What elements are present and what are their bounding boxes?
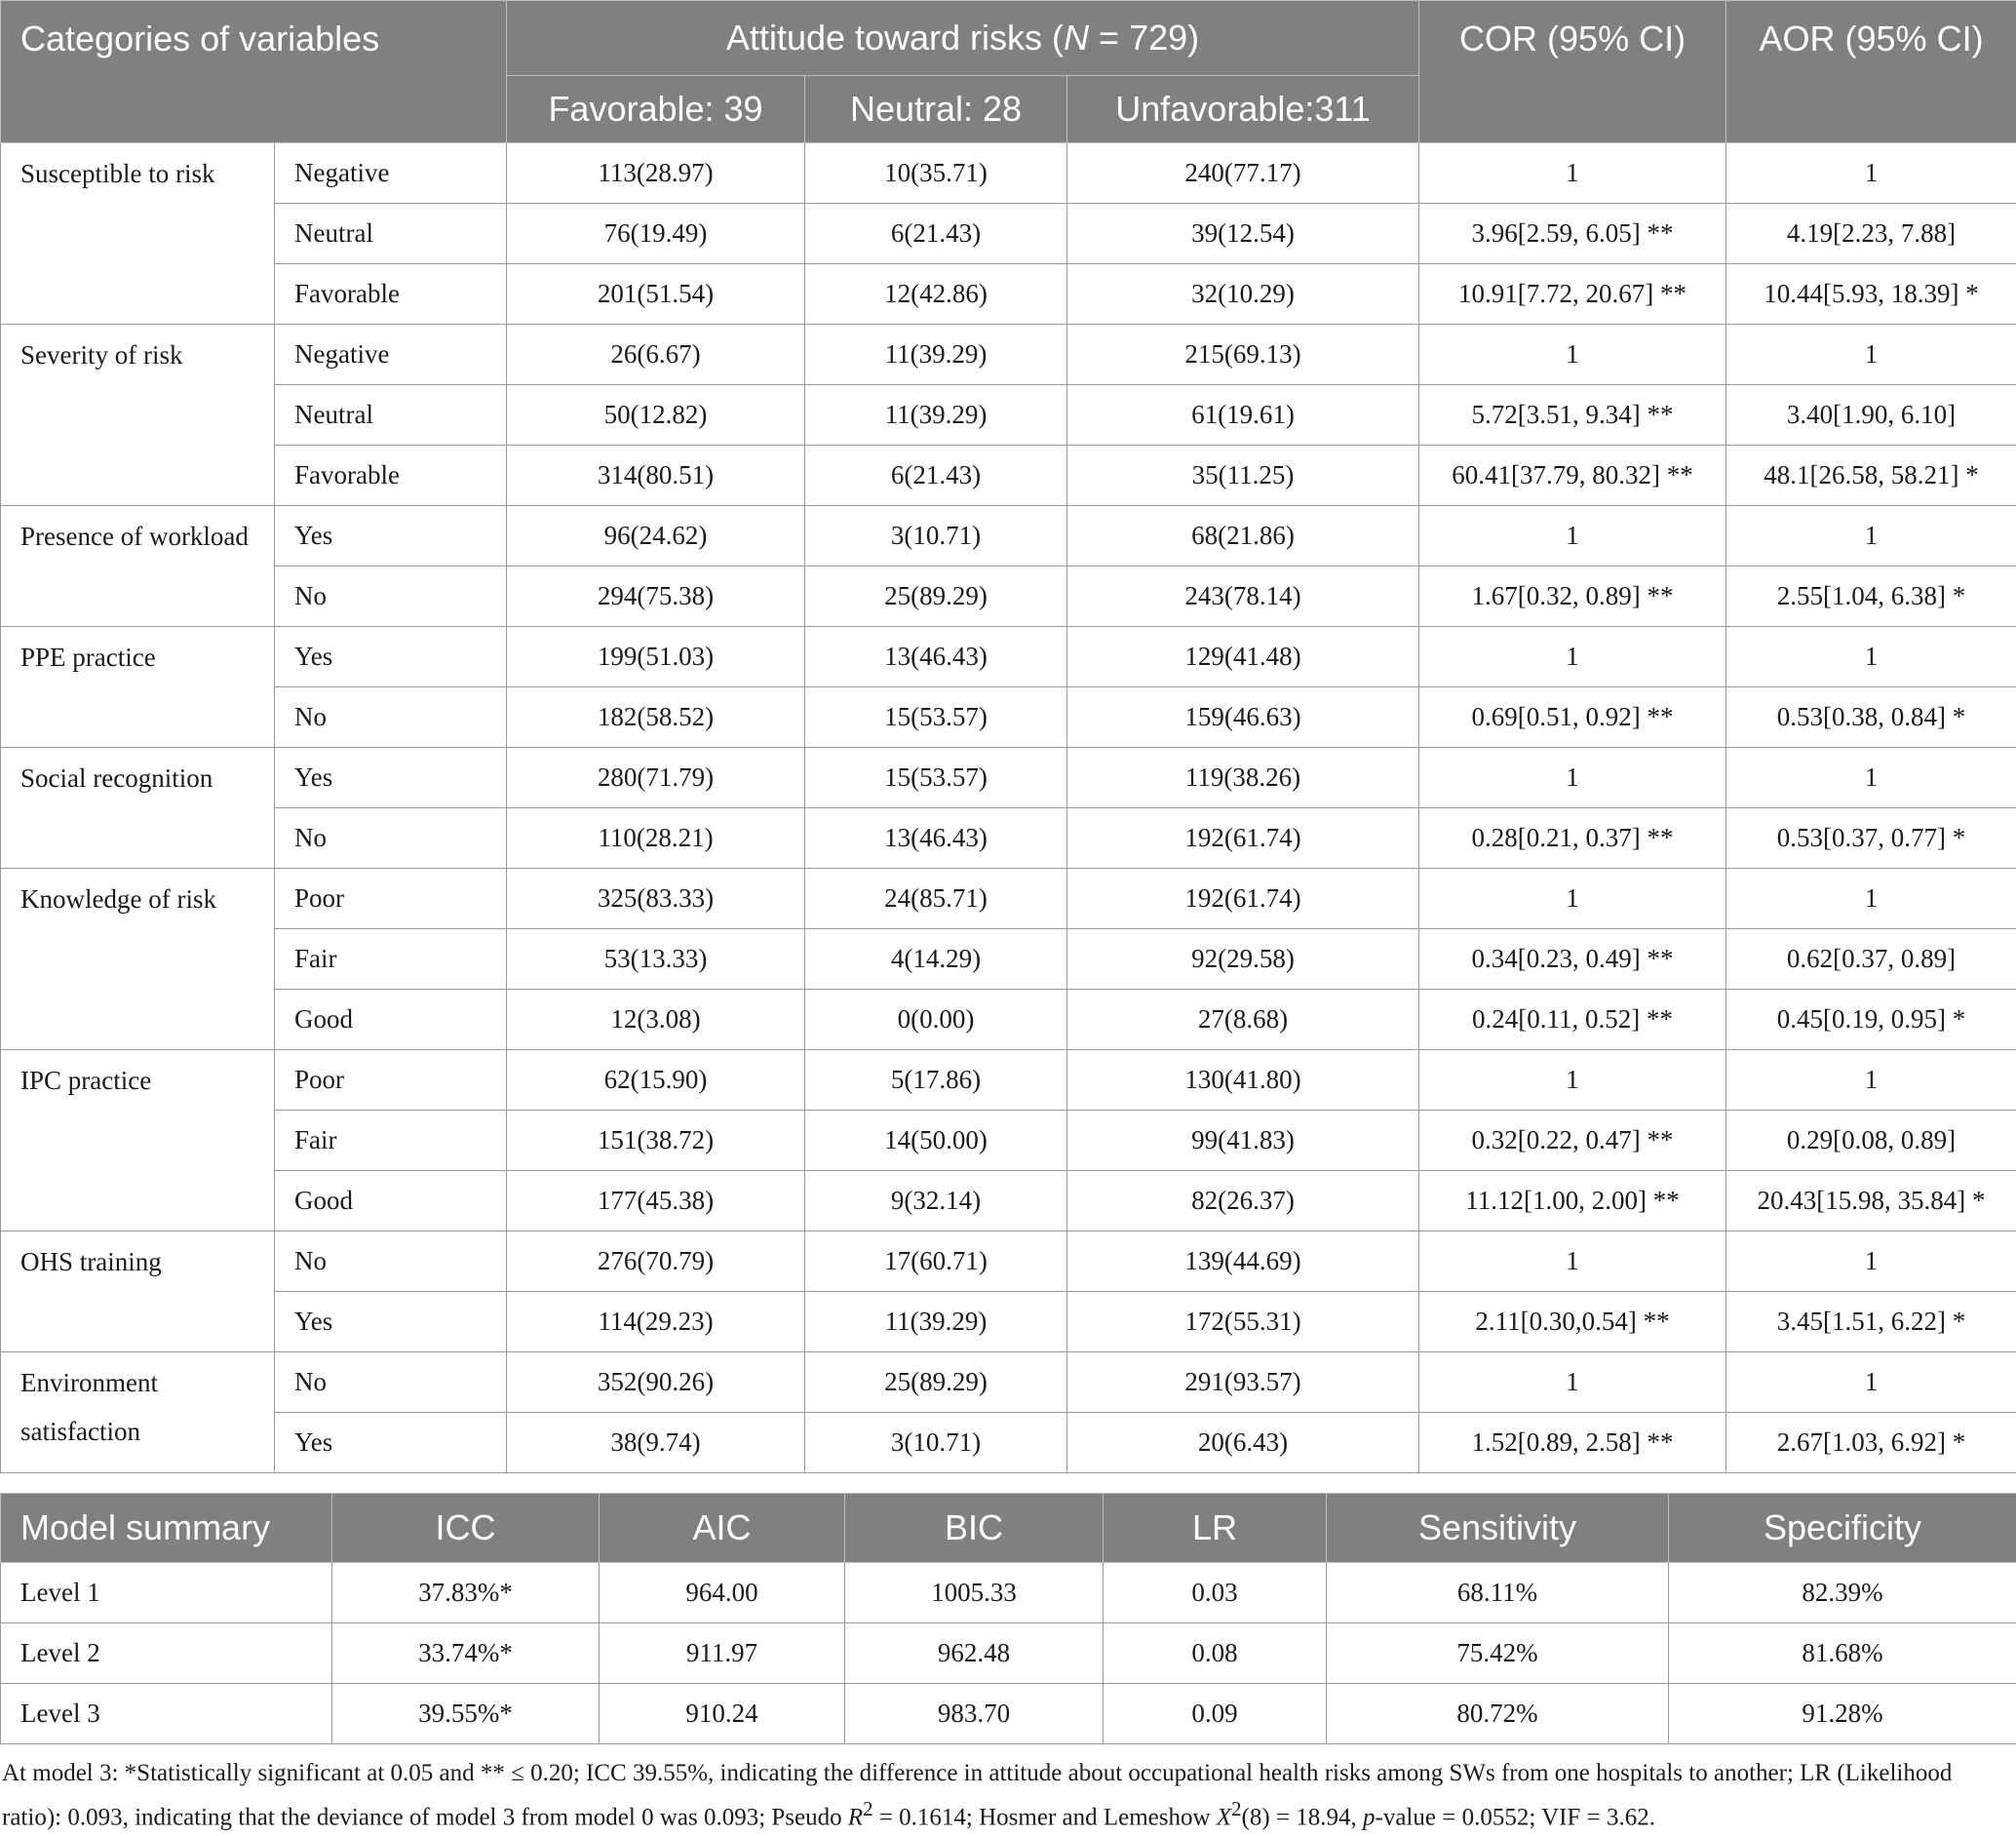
footnote-part1: At model 3: *Statistically significant at 0.05 and ** ≤ 0.20; ICC 39.55%, indicating the difference in attitude about occupational health risks among SWs from one hospitals to another; LR (Likelihood ratio): 0.093, indicating that the deviance of model 3 from model 0 was 0.093; Pseudo <box>2 1760 1953 1831</box>
favorable-cell: 294(75.38) <box>507 566 805 627</box>
neutral-cell: 10(35.71) <box>805 143 1067 204</box>
category-cell: Poor <box>275 1050 507 1111</box>
table-row <box>1 1231 2016 1292</box>
unfavorable-cell: 130(41.80) <box>1067 1050 1419 1111</box>
cor-cell: 1 <box>1419 748 1726 808</box>
neutral-cell: 5(17.86) <box>805 1050 1067 1111</box>
unfavorable-cell: 243(78.14) <box>1067 566 1419 627</box>
neutral-cell: 4(14.29) <box>805 929 1067 990</box>
favorable-cell: 276(70.79) <box>507 1231 805 1292</box>
summary-icc-cell: 37.83%* <box>332 1563 600 1623</box>
variable-name: IPC practice <box>1 1050 275 1231</box>
neutral-cell: 11(39.29) <box>805 1292 1067 1352</box>
aor-cell: 1 <box>1726 1352 2016 1413</box>
cor-cell: 11.12[1.00, 2.00] ** <box>1419 1171 1726 1231</box>
category-cell: Neutral <box>275 204 507 264</box>
aor-cell: 0.45[0.19, 0.95] * <box>1726 990 2016 1050</box>
header-attitude-suffix: = 729) <box>1089 18 1200 58</box>
category-cell: No <box>275 1231 507 1292</box>
aor-cell: 1 <box>1726 325 2016 385</box>
variable-name: Susceptible to risk <box>1 143 275 325</box>
aor-cell: 1 <box>1726 1050 2016 1111</box>
variable-name: OHS training <box>1 1231 275 1352</box>
favorable-cell: 201(51.54) <box>507 264 805 325</box>
unfavorable-cell: 68(21.86) <box>1067 506 1419 566</box>
summary-header-icc: ICC <box>332 1494 600 1563</box>
favorable-cell: 96(24.62) <box>507 506 805 566</box>
aor-cell: 3.40[1.90, 6.10] <box>1726 385 2016 446</box>
table-row <box>1 566 2016 627</box>
summary-level-cell: Level 3 <box>1 1684 332 1744</box>
category-cell: Good <box>275 1171 507 1231</box>
category-cell: No <box>275 1352 507 1413</box>
summary-specificity-cell: 91.28% <box>1669 1684 2016 1744</box>
favorable-cell: 12(3.08) <box>507 990 805 1050</box>
favorable-cell: 352(90.26) <box>507 1352 805 1413</box>
summary-lr-cell: 0.08 <box>1104 1623 1327 1684</box>
unfavorable-cell: 92(29.58) <box>1067 929 1419 990</box>
cor-cell: 3.96[2.59, 6.05] ** <box>1419 204 1726 264</box>
cor-cell: 1 <box>1419 1352 1726 1413</box>
unfavorable-cell: 215(69.13) <box>1067 325 1419 385</box>
favorable-cell: 53(13.33) <box>507 929 805 990</box>
category-cell: Yes <box>275 627 507 687</box>
unfavorable-cell: 192(61.74) <box>1067 808 1419 869</box>
summary-header-sensitivity: Sensitivity <box>1327 1494 1669 1563</box>
footnote-x: X <box>1216 1804 1232 1831</box>
unfavorable-cell: 139(44.69) <box>1067 1231 1419 1292</box>
unfavorable-cell: 159(46.63) <box>1067 687 1419 748</box>
table-row <box>1 264 2016 325</box>
header-unfavorable: Unfavorable:311 <box>1067 76 1419 143</box>
cor-cell: 1.67[0.32, 0.89] ** <box>1419 566 1726 627</box>
unfavorable-cell: 39(12.54) <box>1067 204 1419 264</box>
summary-sensitivity-cell: 68.11% <box>1327 1563 1669 1623</box>
neutral-cell: 11(39.29) <box>805 325 1067 385</box>
aor-cell: 1 <box>1726 506 2016 566</box>
table-row <box>1 748 2016 808</box>
summary-bic-cell: 1005.33 <box>845 1563 1104 1623</box>
aor-cell: 1 <box>1726 1231 2016 1292</box>
table-row <box>1 1413 2016 1473</box>
neutral-cell: 25(89.29) <box>805 1352 1067 1413</box>
table-footnote <box>0 1755 2000 1835</box>
table-row <box>1 325 2016 385</box>
cor-cell: 1 <box>1419 627 1726 687</box>
aor-cell: 1 <box>1726 627 2016 687</box>
unfavorable-cell: 20(6.43) <box>1067 1413 1419 1473</box>
summary-row <box>1 1563 2016 1623</box>
cor-cell: 1 <box>1419 1231 1726 1292</box>
aor-cell: 3.45[1.51, 6.22] * <box>1726 1292 2016 1352</box>
footnote-part4: -value = 0.0552; VIF = 3.62. <box>1375 1804 1655 1831</box>
variable-name: Knowledge of risk <box>1 869 275 1050</box>
neutral-cell: 15(53.57) <box>805 748 1067 808</box>
main-table-body <box>1 143 2016 1473</box>
table-row <box>1 990 2016 1050</box>
cor-cell: 1 <box>1419 325 1726 385</box>
table-row <box>1 869 2016 929</box>
category-cell: Fair <box>275 929 507 990</box>
neutral-cell: 13(46.43) <box>805 808 1067 869</box>
table-row <box>1 1050 2016 1111</box>
unfavorable-cell: 32(10.29) <box>1067 264 1419 325</box>
header-attitude-n: N <box>1064 18 1090 58</box>
header-favorable: Favorable: 39 <box>507 76 805 143</box>
table-row <box>1 1292 2016 1352</box>
table-row <box>1 1352 2016 1413</box>
neutral-cell: 11(39.29) <box>805 385 1067 446</box>
favorable-cell: 110(28.21) <box>507 808 805 869</box>
summary-header-lr: LR <box>1104 1494 1327 1563</box>
aor-cell: 1 <box>1726 748 2016 808</box>
favorable-cell: 199(51.03) <box>507 627 805 687</box>
summary-level-cell: Level 2 <box>1 1623 332 1684</box>
neutral-cell: 13(46.43) <box>805 627 1067 687</box>
neutral-cell: 9(32.14) <box>805 1171 1067 1231</box>
summary-header-aic: AIC <box>600 1494 845 1563</box>
favorable-cell: 62(15.90) <box>507 1050 805 1111</box>
favorable-cell: 114(29.23) <box>507 1292 805 1352</box>
aor-cell: 0.29[0.08, 0.89] <box>1726 1111 2016 1171</box>
unfavorable-cell: 99(41.83) <box>1067 1111 1419 1171</box>
neutral-cell: 15(53.57) <box>805 687 1067 748</box>
unfavorable-cell: 27(8.68) <box>1067 990 1419 1050</box>
header-attitude <box>507 1 1419 76</box>
cor-cell: 0.69[0.51, 0.92] ** <box>1419 687 1726 748</box>
summary-aic-cell: 911.97 <box>600 1623 845 1684</box>
aor-cell: 1 <box>1726 869 2016 929</box>
footnote-r-sup: 2 <box>863 1797 873 1820</box>
category-cell: Yes <box>275 1413 507 1473</box>
unfavorable-cell: 240(77.17) <box>1067 143 1419 204</box>
variable-name: Environment satisfaction <box>1 1352 275 1473</box>
category-cell: Good <box>275 990 507 1050</box>
summary-header-bic: BIC <box>845 1494 1104 1563</box>
category-cell: No <box>275 566 507 627</box>
neutral-cell: 3(10.71) <box>805 506 1067 566</box>
favorable-cell: 314(80.51) <box>507 446 805 506</box>
variable-name: Social recognition <box>1 748 275 869</box>
aor-cell: 48.1[26.58, 58.21] * <box>1726 446 2016 506</box>
summary-row <box>1 1684 2016 1744</box>
neutral-cell: 17(60.71) <box>805 1231 1067 1292</box>
aor-cell: 20.43[15.98, 35.84] * <box>1726 1171 2016 1231</box>
aor-cell: 0.53[0.37, 0.77] * <box>1726 808 2016 869</box>
cor-cell: 0.32[0.22, 0.47] ** <box>1419 1111 1726 1171</box>
favorable-cell: 151(38.72) <box>507 1111 805 1171</box>
summary-lr-cell: 0.03 <box>1104 1563 1327 1623</box>
header-aor: AOR (95% CI) <box>1726 1 2016 143</box>
table-row <box>1 929 2016 990</box>
cor-cell: 0.28[0.21, 0.37] ** <box>1419 808 1726 869</box>
cor-cell: 1 <box>1419 143 1726 204</box>
category-cell: No <box>275 687 507 748</box>
model-summary-table <box>0 1493 2016 1744</box>
aor-cell: 4.19[2.23, 7.88] <box>1726 204 2016 264</box>
unfavorable-cell: 35(11.25) <box>1067 446 1419 506</box>
category-cell: Yes <box>275 1292 507 1352</box>
unfavorable-cell: 119(38.26) <box>1067 748 1419 808</box>
summary-specificity-cell: 81.68% <box>1669 1623 2016 1684</box>
table-row <box>1 1111 2016 1171</box>
table-row <box>1 204 2016 264</box>
category-cell: Negative <box>275 143 507 204</box>
summary-sensitivity-cell: 80.72% <box>1327 1684 1669 1744</box>
summary-level-cell: Level 1 <box>1 1563 332 1623</box>
footnote-x-sup: 2 <box>1231 1797 1242 1820</box>
category-cell: Favorable <box>275 264 507 325</box>
header-attitude-prefix: Attitude toward risks ( <box>725 18 1065 58</box>
aor-cell: 2.55[1.04, 6.38] * <box>1726 566 2016 627</box>
header-neutral: Neutral: 28 <box>805 76 1067 143</box>
summary-aic-cell: 910.24 <box>600 1684 845 1744</box>
favorable-cell: 38(9.74) <box>507 1413 805 1473</box>
neutral-cell: 6(21.43) <box>805 446 1067 506</box>
unfavorable-cell: 172(55.31) <box>1067 1292 1419 1352</box>
neutral-cell: 6(21.43) <box>805 204 1067 264</box>
footnote-part2: = 0.1614; Hosmer and Lemeshow <box>872 1804 1217 1831</box>
summary-lr-cell: 0.09 <box>1104 1684 1327 1744</box>
unfavorable-cell: 129(41.48) <box>1067 627 1419 687</box>
category-cell: Negative <box>275 325 507 385</box>
category-cell: No <box>275 808 507 869</box>
table-row <box>1 506 2016 566</box>
summary-row <box>1 1623 2016 1684</box>
favorable-cell: 113(28.97) <box>507 143 805 204</box>
summary-header-specificity: Specificity <box>1669 1494 2016 1563</box>
category-cell: Yes <box>275 748 507 808</box>
variable-name: Presence of workload <box>1 506 275 627</box>
model-summary-body <box>1 1563 2016 1744</box>
table-row <box>1 808 2016 869</box>
summary-sensitivity-cell: 75.42% <box>1327 1623 1669 1684</box>
favorable-cell: 325(83.33) <box>507 869 805 929</box>
category-cell: Neutral <box>275 385 507 446</box>
cor-cell: 2.11[0.30,0.54] ** <box>1419 1292 1726 1352</box>
aor-cell: 10.44[5.93, 18.39] * <box>1726 264 2016 325</box>
cor-cell: 1.52[0.89, 2.58] ** <box>1419 1413 1726 1473</box>
unfavorable-cell: 291(93.57) <box>1067 1352 1419 1413</box>
favorable-cell: 50(12.82) <box>507 385 805 446</box>
header-categories: Categories of variables <box>1 1 507 143</box>
neutral-cell: 25(89.29) <box>805 566 1067 627</box>
favorable-cell: 280(71.79) <box>507 748 805 808</box>
unfavorable-cell: 192(61.74) <box>1067 869 1419 929</box>
footnote-part3: (8) = 18.94, <box>1241 1804 1364 1831</box>
cor-cell: 1 <box>1419 869 1726 929</box>
cor-cell: 1 <box>1419 506 1726 566</box>
category-cell: Fair <box>275 1111 507 1171</box>
cor-cell: 5.72[3.51, 9.34] ** <box>1419 385 1726 446</box>
summary-bic-cell: 962.48 <box>845 1623 1104 1684</box>
unfavorable-cell: 61(19.61) <box>1067 385 1419 446</box>
variable-name: Severity of risk <box>1 325 275 506</box>
table-row <box>1 143 2016 204</box>
summary-bic-cell: 983.70 <box>845 1684 1104 1744</box>
footnote-r: R <box>847 1804 864 1831</box>
neutral-cell: 0(0.00) <box>805 990 1067 1050</box>
aor-cell: 0.62[0.37, 0.89] <box>1726 929 2016 990</box>
summary-icc-cell: 39.55%* <box>332 1684 600 1744</box>
cor-cell: 0.34[0.23, 0.49] ** <box>1419 929 1726 990</box>
aor-cell: 2.67[1.03, 6.92] * <box>1726 1413 2016 1473</box>
neutral-cell: 24(85.71) <box>805 869 1067 929</box>
summary-header-model: Model summary <box>1 1494 332 1563</box>
category-cell: Favorable <box>275 446 507 506</box>
cor-cell: 10.91[7.72, 20.67] ** <box>1419 264 1726 325</box>
cor-cell: 60.41[37.79, 80.32] ** <box>1419 446 1726 506</box>
neutral-cell: 12(42.86) <box>805 264 1067 325</box>
summary-icc-cell: 33.74%* <box>332 1623 600 1684</box>
category-cell: Yes <box>275 506 507 566</box>
table-row <box>1 627 2016 687</box>
footnote-p: p <box>1363 1804 1376 1831</box>
aor-cell: 1 <box>1726 143 2016 204</box>
table-row <box>1 446 2016 506</box>
neutral-cell: 14(50.00) <box>805 1111 1067 1171</box>
table-row <box>1 687 2016 748</box>
favorable-cell: 76(19.49) <box>507 204 805 264</box>
unfavorable-cell: 82(26.37) <box>1067 1171 1419 1231</box>
aor-cell: 0.53[0.38, 0.84] * <box>1726 687 2016 748</box>
favorable-cell: 182(58.52) <box>507 687 805 748</box>
neutral-cell: 3(10.71) <box>805 1413 1067 1473</box>
variable-name: PPE practice <box>1 627 275 748</box>
category-cell: Poor <box>275 869 507 929</box>
favorable-cell: 177(45.38) <box>507 1171 805 1231</box>
favorable-cell: 26(6.67) <box>507 325 805 385</box>
cor-cell: 0.24[0.11, 0.52] ** <box>1419 990 1726 1050</box>
cor-cell: 1 <box>1419 1050 1726 1111</box>
table-row <box>1 1171 2016 1231</box>
summary-aic-cell: 964.00 <box>600 1563 845 1623</box>
header-cor: COR (95% CI) <box>1419 1 1726 143</box>
table-row <box>1 385 2016 446</box>
summary-specificity-cell: 82.39% <box>1669 1563 2016 1623</box>
